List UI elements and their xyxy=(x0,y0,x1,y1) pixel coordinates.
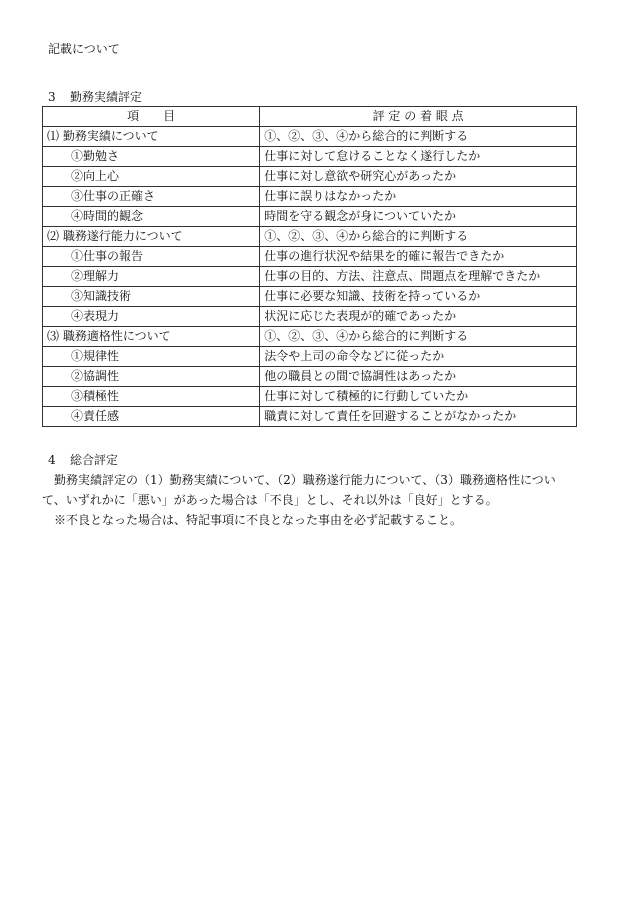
page-title: 記載について xyxy=(48,42,120,56)
table-row xyxy=(43,347,577,367)
point-cell: 仕事に誤りはなかったか xyxy=(260,187,577,207)
item-cell: ④表現力 xyxy=(43,307,260,327)
item-cell: ③仕事の正確さ xyxy=(43,187,260,207)
point-cell: 仕事の進行状況や結果を的確に報告できたか xyxy=(260,247,577,267)
section-4-title: 総合評定 xyxy=(70,453,119,467)
item-cell: ②協調性 xyxy=(43,367,260,387)
point-cell: ①、②、③、④から総合的に判断する xyxy=(260,327,577,347)
point-cell: 仕事に対して積極的に行動していたか xyxy=(260,387,577,407)
table-row xyxy=(43,167,577,187)
point-cell: ①、②、③、④から総合的に判断する xyxy=(260,227,577,247)
table-row xyxy=(43,367,577,387)
section-3-number: 3 xyxy=(48,90,56,104)
point-cell: ①、②、③、④から総合的に判断する xyxy=(260,127,577,147)
item-cell: ④時間的観念 xyxy=(43,207,260,227)
point-cell: 他の職員との間で協調性はあったか xyxy=(260,367,577,387)
item-cell: ③積極性 xyxy=(43,387,260,407)
table-group-row xyxy=(43,327,577,347)
point-cell: 仕事の目的、方法、注意点、問題点を理解できたか xyxy=(260,267,577,287)
section-4-note: ※不良となった場合は、特記事項に不良となった事由を必ず記載すること。 xyxy=(54,513,463,527)
section-3-title: 勤務実績評定 xyxy=(70,90,143,104)
evaluation-table-body xyxy=(43,127,577,427)
point-cell: 時間を守る観念が身についていたか xyxy=(260,207,577,227)
section-4-number: 4 xyxy=(48,453,56,467)
evaluation-table xyxy=(42,106,577,427)
table-row xyxy=(43,207,577,227)
section-4-heading xyxy=(42,450,562,470)
table-row xyxy=(43,407,577,427)
point-cell: 状況に応じた表現が的確であったか xyxy=(260,307,577,327)
item-cell: ①仕事の報告 xyxy=(43,247,260,267)
item-cell: ②向上心 xyxy=(43,167,260,187)
group-item-cell: ⑵ 職務遂行能力について xyxy=(43,227,260,247)
column-header-point: 評 定 の 着 眼 点 xyxy=(260,107,577,127)
point-cell: 仕事に対し意欲や研究心があったか xyxy=(260,167,577,187)
item-cell: ①勤勉さ xyxy=(43,147,260,167)
table-group-row xyxy=(43,127,577,147)
section-4-body: 勤務実績評定の（1）勤務実績について、（2）職務遂行能力について、（3）職務適格性について、いずれかに「悪い」があった場合は「不良」とし、それ以外は「良好」とする。 xyxy=(42,473,556,507)
table-row xyxy=(43,287,577,307)
table-row xyxy=(43,267,577,287)
table-group-row xyxy=(43,227,577,247)
table-row xyxy=(43,247,577,267)
section-4 xyxy=(42,450,562,530)
table-row xyxy=(43,147,577,167)
group-item-cell: ⑶ 職務適格性について xyxy=(43,327,260,347)
section-3-heading xyxy=(48,88,142,105)
item-cell: ④責任感 xyxy=(43,407,260,427)
point-cell: 職責に対して責任を回避することがなかったか xyxy=(260,407,577,427)
point-cell: 仕事に必要な知識、技術を持っているか xyxy=(260,287,577,307)
table-header-row xyxy=(43,107,577,127)
point-cell: 仕事に対して怠けることなく遂行したか xyxy=(260,147,577,167)
point-cell: 法令や上司の命令などに従ったか xyxy=(260,347,577,367)
item-cell: ①規律性 xyxy=(43,347,260,367)
item-cell: ③知識技術 xyxy=(43,287,260,307)
item-cell: ②理解力 xyxy=(43,267,260,287)
table-row xyxy=(43,187,577,207)
table-row xyxy=(43,307,577,327)
table-row xyxy=(43,387,577,407)
group-item-cell: ⑴ 勤務実績について xyxy=(43,127,260,147)
column-header-item: 項 目 xyxy=(43,107,260,127)
